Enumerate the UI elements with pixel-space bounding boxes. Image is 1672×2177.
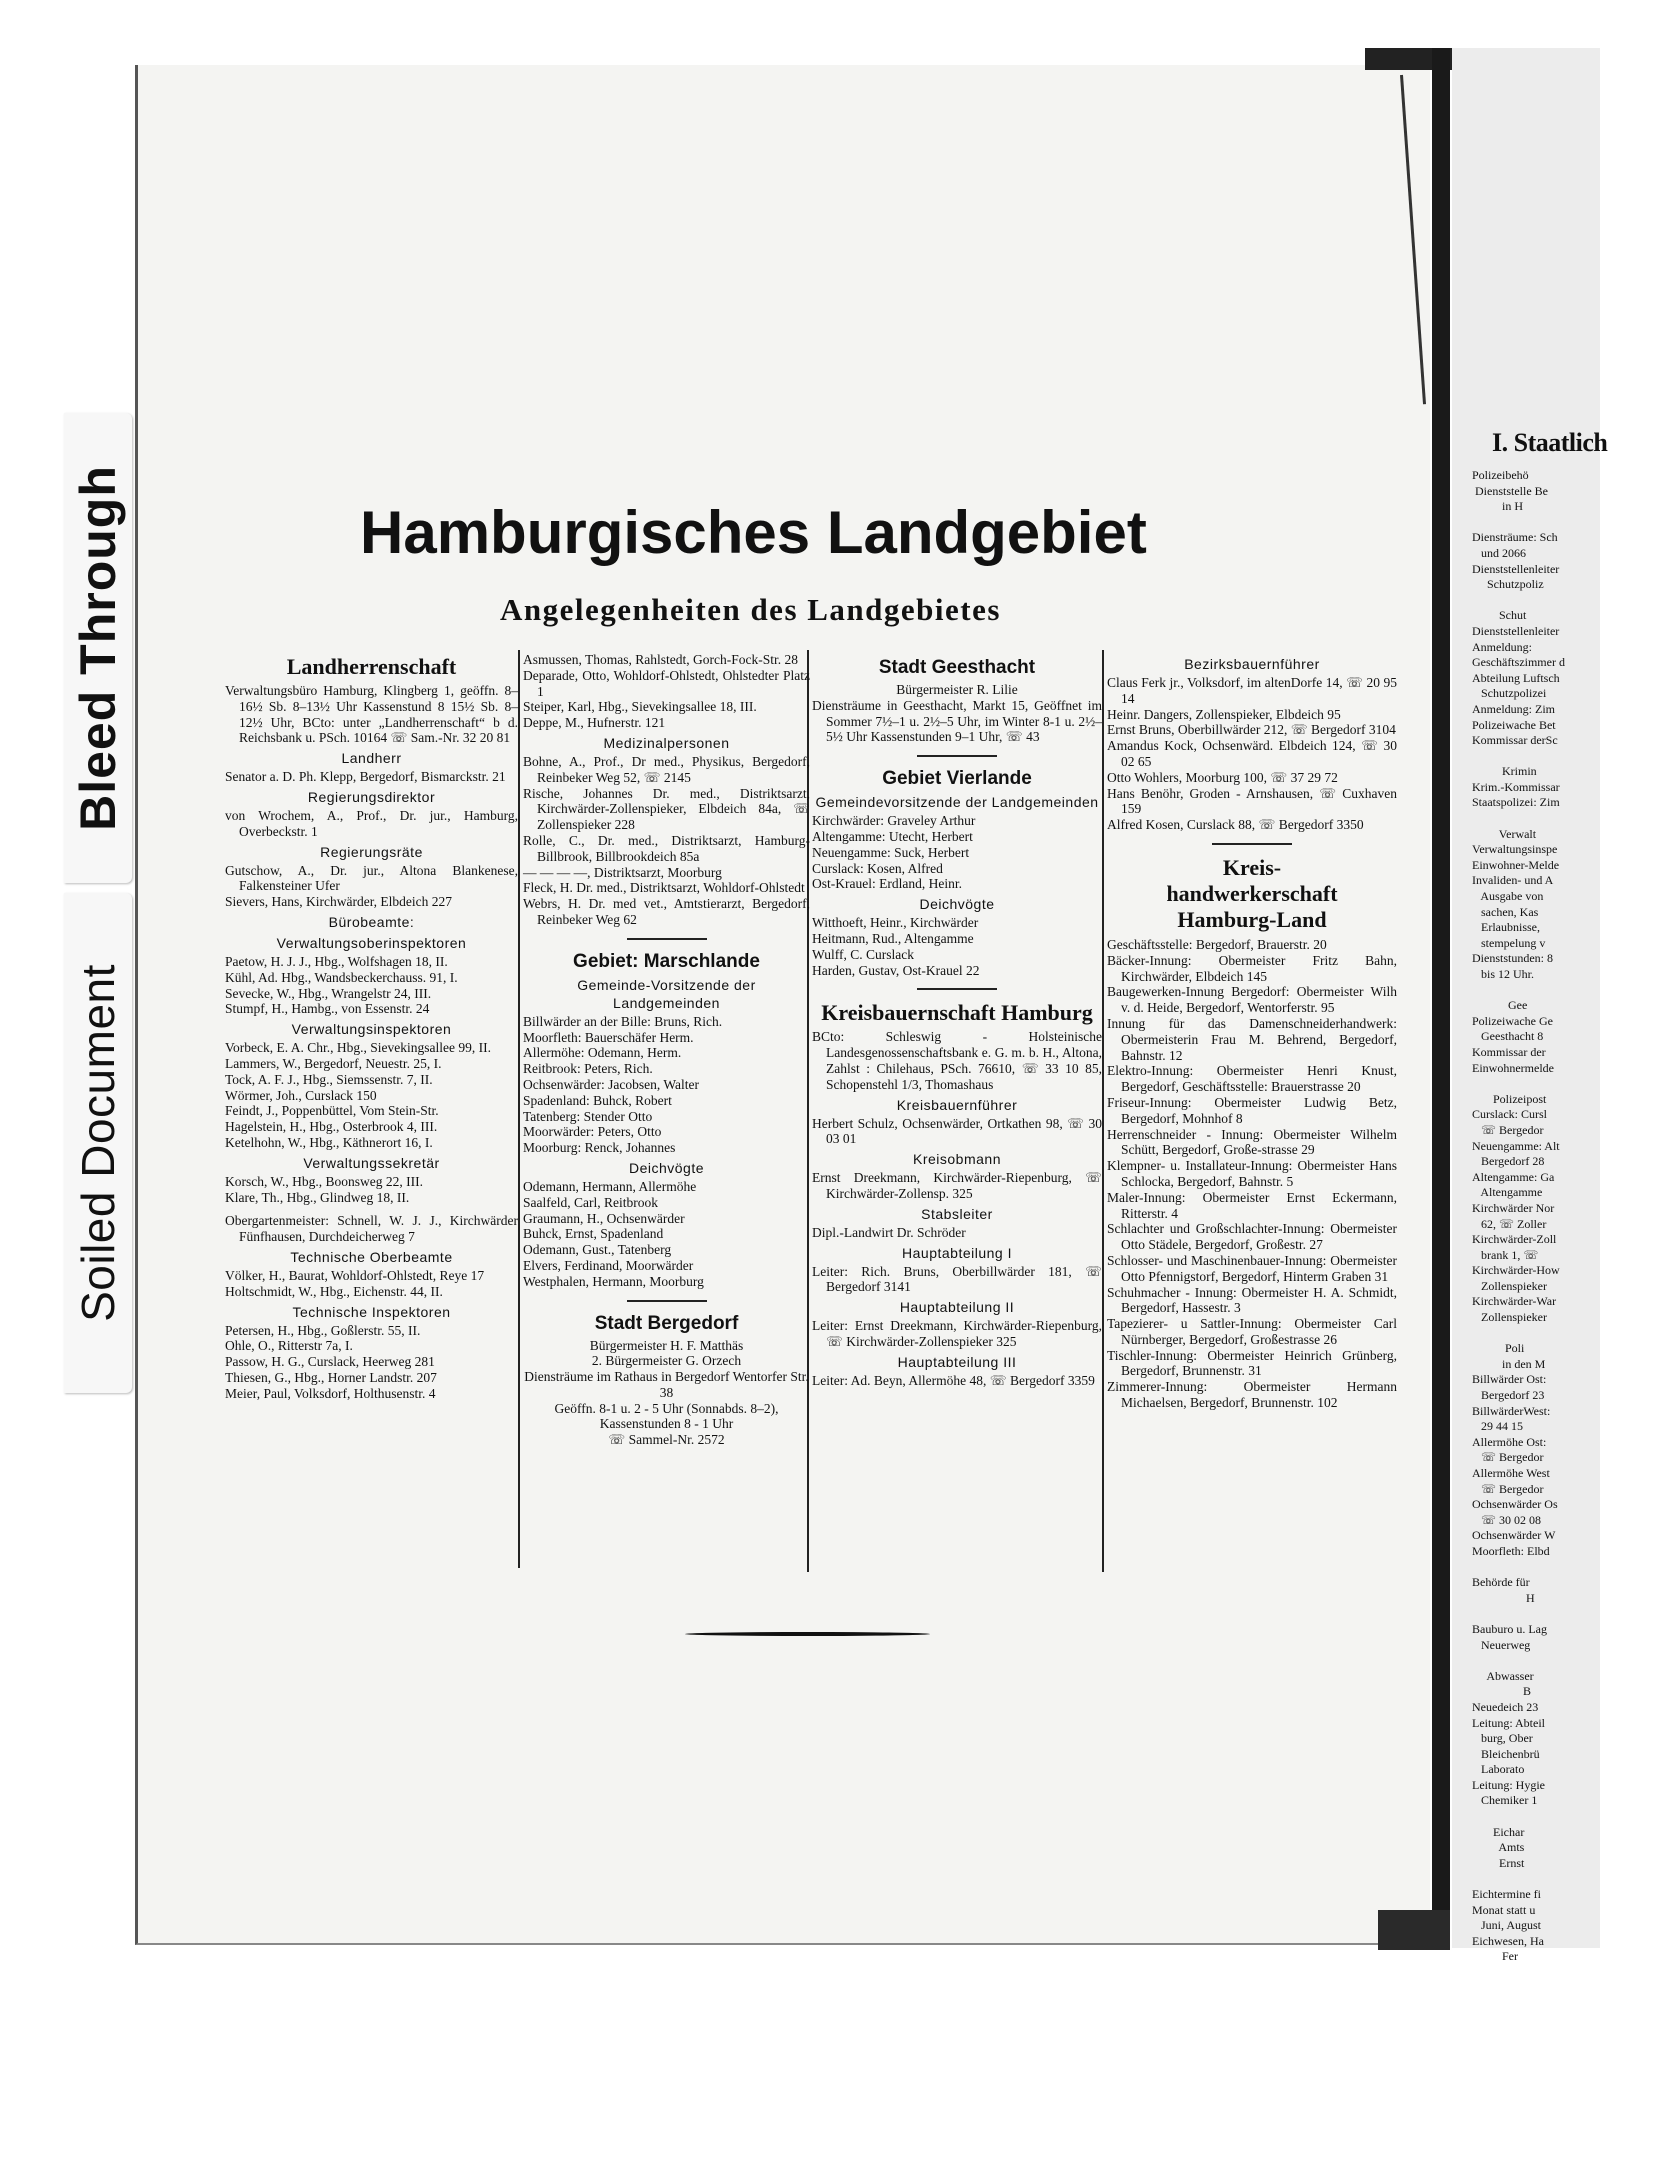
entry: Heinr. Dangers, Zollenspieker, Elbdeich 95 [1107, 706, 1341, 722]
entry: Harden, Gustav, Ost-Krauel 22 [812, 962, 980, 978]
section-heading: handwerkerschaft [1166, 880, 1338, 906]
entry: Dipl.-Landwirt Dr. Schröder [812, 1224, 966, 1240]
entry: Spadenland: Buhck, Robert [523, 1092, 672, 1108]
entry: 2. Bürgermeister G. Orzech [591, 1353, 742, 1369]
section-heading: Kreisobmann [913, 1151, 1001, 1168]
section-heading: Verwaltungssekretär [303, 1154, 440, 1171]
section-heading: Deichvögte [919, 896, 995, 913]
bleed-through-tag [64, 413, 132, 883]
section-heading: Technische Oberbeamte [290, 1248, 453, 1265]
entry: Tatenberg: Stender Otto [523, 1108, 653, 1124]
entry: Zimmerer-Innung: Obermeister Hermann Michaelsen, Bergedorf, Brunnenstr. 102 [1107, 1379, 1397, 1411]
entry: Leiter: Ad. Beyn, Allermöhe 48, ☏ Bergedorf 3359 [812, 1372, 1095, 1388]
entry: Maler-Innung: Obermeister Ernst Eckermann, Ritterstr. 4 [1107, 1189, 1397, 1221]
entry: Innung für das Damenschneiderhandwerk: Obermeisterin Frau M. Behrend, Bergedorf, Bahnstr. 12 [1107, 1015, 1397, 1063]
entry: von Wrochem, A., Prof., Dr. jur., Hamburg, Overbeckstr. 1 [225, 807, 518, 839]
entry: Holtschmidt, W., Hbg., Eichenstr. 44, II. [225, 1283, 443, 1299]
entry: Odemann, Hermann, Allermöhe [523, 1178, 697, 1194]
entry: Korsch, W., Hbg., Boonsweg 22, III. [225, 1173, 423, 1189]
column-4 [1107, 652, 1397, 1411]
section-heading: Medizinalpersonen [603, 734, 730, 751]
page-subtitle: Angelegenheiten des Landgebietes [500, 592, 1001, 627]
adjacent-page [1452, 48, 1608, 1964]
section-heading: Hamburg-Land [1177, 906, 1327, 932]
entry: Rische, Johannes Dr. med., Distriktsarzt, Kirchwärder-Zollenspieker, Elbdeich 84a, ☏ Zollenspieker 228 [523, 785, 810, 833]
section-heading: Hauptabteilung I [902, 1244, 1012, 1261]
entry: Deppe, M., Hufnerstr. 121 [523, 715, 666, 731]
section-heading: Bürobeamte: [328, 913, 415, 930]
entry: Odemann, Gust., Tatenberg [523, 1242, 672, 1258]
section-heading: Verwaltungsinspektoren [291, 1021, 452, 1038]
soiled-document-label: Soiled Document [72, 964, 124, 1322]
entry: Vorbeck, E. A. Chr., Hbg., Sievekingsallee 99, II. [225, 1040, 491, 1056]
entry: Witthoeft, Heinr., Kirchwärder [812, 915, 979, 931]
section-heading: Stabsleiter [921, 1205, 993, 1222]
entry: Hans Benöhr, Groden - Arnshausen, ☏ Cuxhaven 159 [1107, 785, 1397, 817]
section-heading: Gemeindevorsitzende der Landgemeinden [815, 794, 1099, 811]
book-gutter [1432, 48, 1450, 1948]
entry: Hagelstein, H., Hbg., Osterbrook 4, III. [225, 1119, 438, 1135]
entry: Ost-Krauel: Erdland, Heinr. [812, 876, 962, 892]
entry: Billwärder an der Bille: Bruns, Rich. [523, 1013, 723, 1029]
entry: Sevecke, W., Hbg., Wrangelstr 24, III. [225, 985, 432, 1001]
entry: Amandus Kock, Ochsenwärd. Elbdeich 124, ☏ 30 02 65 [1107, 738, 1397, 769]
entry: Steiper, Karl, Hbg., Sievekingsallee 18, III. [523, 699, 757, 715]
entry: Schlosser- und Maschinenbauer-Innung: Obermeister Otto Pfennigstorf, Bergedorf, Hinterm Graben 31 [1107, 1252, 1397, 1284]
entry: Asmussen, Thomas, Rahlstedt, Gorch-Fock-Str. 28 [523, 652, 798, 667]
entry: BCto: Schleswig - Holsteinische Landesgenossenschaftsbank e. G. m. b. H., Altona, Zahlst : Chilehaus, PSch. 76610, ☏ 33 10 85, Schopenstehl 1/3, Thomashaus [812, 1029, 1102, 1092]
entry: Ohle, O., Ritterstr 7a, I. [225, 1338, 353, 1354]
entry: Curslack: Kosen, Alfred [812, 860, 943, 876]
entry: Klare, Th., Hbg., Glindweg 18, II. [225, 1189, 410, 1205]
entry: Ernst Bruns, Oberbillwärder 212, ☏ Bergedorf 3104 [1107, 722, 1396, 738]
entry: Gutschow, A., Dr. jur., Altona Blankenese, Falkensteiner Ufer [225, 862, 518, 894]
section-rule [917, 988, 997, 990]
entry: Moorwärder: Peters, Otto [523, 1124, 662, 1140]
entry: Bürgermeister H. F. Matthäs [589, 1337, 744, 1353]
entry: Ernst Dreekmann, Kirchwärder-Riepenburg, ☏ Kirchwärder-Zollensp. 325 [812, 1170, 1102, 1201]
entry: Schlachter und Großschlachter-Innung: Obermeister Otto Städele, Bergedorf, Großestr. 27 [1107, 1221, 1397, 1253]
entry: Meier, Paul, Volksdorf, Holthusenstr. 4 [225, 1385, 436, 1401]
entry: Bäcker-Innung: Obermeister Fritz Bahn, Kirchwärder, Elbdeich 145 [1107, 952, 1397, 984]
entry: Baugewerken-Innung Bergedorf: Obermeister Wilh v. d. Heide, Bergedorf, Wentorferstr. 95 [1107, 984, 1397, 1016]
page-title: Hamburgisches Landgebiet [360, 499, 1147, 566]
section-heading: Gemeinde-Vorsitzende der Landgemeinden [577, 976, 756, 1011]
entry: Friseur-Innung: Obermeister Ludwig Betz, Bergedorf, Mohnhof 8 [1107, 1094, 1397, 1126]
entry: Tischler-Innung: Obermeister Heinrich Grünberg, Bergedorf, Brunnenstr. 31 [1107, 1347, 1397, 1379]
entry: Elektro-Innung: Obermeister Henri Knust, Bergedorf, Geschäftsstelle: Brauerstrasse 20 [1107, 1063, 1397, 1095]
entry: Neuengamme: Suck, Herbert [812, 844, 970, 860]
entry: Reitbrook: Peters, Rich. [523, 1061, 653, 1077]
entry: Moorburg: Renck, Johannes [523, 1140, 676, 1156]
entry: Wörmer, Joh., Curslack 150 [225, 1087, 377, 1103]
entry: Passow, H. G., Curslack, Heerweg 281 [225, 1354, 435, 1370]
section-heading: Deichvögte [628, 1159, 705, 1176]
entry: Lammers, W., Bergedorf, Neuestr. 25, I. [225, 1055, 442, 1071]
entry: Schuhmacher - Innung: Obermeister H. A. Schmidt, Bergedorf, Hassestr. 3 [1107, 1284, 1397, 1316]
entry: Allermöhe: Odemann, Herm. [523, 1045, 682, 1061]
entry: Moorfleth: Bauerschäfer Herm. [523, 1029, 694, 1045]
entry: Kirchwärder: Graveley Arthur [812, 813, 976, 829]
section-heading: Kreisbauernführer [896, 1096, 1018, 1113]
section-heading: Stadt Geesthacht [878, 657, 1036, 678]
entry: Rolle, C., Dr. med., Distriktsarzt, Hamburg-Billbrook, Billbrookdeich 85a [523, 832, 810, 864]
entry: Heitmann, Rud., Altengamme [812, 930, 974, 946]
soiled-document-tag [64, 893, 132, 1393]
entry: Thiesen, G., Hbg., Horner Landstr. 207 [225, 1369, 437, 1385]
entry: Geöffn. 8-1 u. 2 - 5 Uhr (Sonnabds. 8–2), Kassenstunden 8 - 1 Uhr [554, 1400, 779, 1432]
entry: Buhck, Ernst, Spadenland [523, 1226, 664, 1242]
entry: Tock, A. F. J., Hbg., Siemssenstr. 7, II. [225, 1071, 433, 1087]
entry: Kühl, Ad. Hbg., Wandsbeckerchauss. 91, I. [225, 969, 458, 985]
section-rule [1212, 843, 1292, 845]
section-heading: Gebiet Vierlande [882, 768, 1032, 790]
entry: Bürgermeister R. Lilie [896, 682, 1018, 697]
section-heading: Regierungsdirektor [307, 788, 436, 805]
entry: Altengamme: Utecht, Herbert [812, 828, 973, 844]
column-divider [518, 650, 520, 1568]
entry: Diensträume in Geesthacht, Markt 15, Geöffnet im Sommer 7½–1 u. 2½–5 Uhr, im Winter 8-1 u. 2½–5½ Uhr Kassenstunden 9–1 Uhr, ☏ 43 [812, 697, 1102, 745]
section-heading: Kreis- [1222, 854, 1282, 880]
section-rule [627, 1300, 707, 1302]
entry: Webrs, H. Dr. med vet., Amtstierarzt, Bergedorf, Reinbeker Weg 62 [523, 896, 810, 927]
entry: Ochsenwärder: Jacobsen, Walter [523, 1076, 699, 1092]
entry: Obergartenmeister: Schnell, W. J. J., Kirchwärder Fünfhausen, Durchdeicherweg 7 [225, 1213, 518, 1245]
entry: Elvers, Ferdinand, Moorwärder [523, 1257, 694, 1273]
entry: Völker, H., Baurat, Wohldorf-Ohlstedt, Reye 17 [225, 1267, 485, 1283]
entry: ☏ Sammel-Nr. 2572 [608, 1432, 725, 1448]
entry: — — — —, Distriktsarzt, Moorburg [523, 864, 722, 880]
entry: Ketelhohn, W., Hbg., Käthnerort 16, I. [225, 1134, 433, 1150]
closing-ornament-rule [685, 1632, 930, 1636]
section-heading: Stadt Bergedorf [594, 1312, 739, 1334]
section-heading: Hauptabteilung III [897, 1353, 1017, 1370]
entry: Herbert Schulz, Ochsenwärder, Ortkathen 98, ☏ 30 03 01 [812, 1115, 1102, 1147]
column-1 [225, 652, 518, 1402]
entry: Verwaltungsbüro Hamburg, Klingberg 1, geöffn. 8–16½ Sb. 8–13½ Uhr Kassenstund 8 15½ Sb. 8–12½ Uhr, BCto: unter „Landherrenschaft“ b d. Reichsbank u. PSch. 10164 ☏ Sam.-Nr. 32 20 81 [225, 683, 518, 746]
section-rule [917, 755, 997, 757]
section-rule [627, 938, 707, 940]
entry: Fleck, H. Dr. med., Distriktsarzt, Wohldorf-Ohlstedt [523, 880, 805, 896]
section-heading: Landherr [341, 750, 402, 767]
column-2 [523, 652, 810, 1448]
section-heading: Regierungsräte [320, 843, 423, 860]
entry: Petersen, H., Hbg., Goßlerstr. 55, II. [225, 1322, 421, 1338]
entry: Alfred Kosen, Curslack 88, ☏ Bergedorf 3350 [1107, 817, 1364, 833]
entry: Leiter: Rich. Bruns, Oberbillwärder 181, ☏ Bergedorf 3141 [812, 1263, 1102, 1295]
entry: Wulff, C. Curslack [812, 946, 914, 962]
section-heading: Landherrenschaft [286, 654, 457, 679]
entry: Sievers, Hans, Kirchwärder, Elbdeich 227 [225, 894, 453, 910]
entry: Stumpf, H., Hambg., von Essenstr. 24 [225, 1001, 430, 1017]
section-heading: Hauptabteilung II [899, 1299, 1015, 1316]
entry: Klempner- u. Installateur-Innung: Obermeister Hans Schlocka, Bergedorf, Bahnstr. 5 [1107, 1158, 1397, 1189]
adjacent-page-text: Polizeibehö Dienststelle Be in H Diensträume: Sch und 2066 Dienststellenleiter Schutzpoliz Schut Dienststellenleiter Anmeldung: Geschäftszimmer d Abteilung Luftsch Schutzpolizei Anmeldung: Zim Polizeiwache Bet Kommissar derSc Krimin Krim.-Kommissar Staatspolizei: Zim Verwalt Verwaltungsinspe Einwohner-Melde Invaliden- und A Ausgabe von sachen, Kas Erlaubnisse, stempelung v Dienststunden: 8 bis 12 Uhr. Gee Polizeiwache Ge Geesthacht 8 Kommissar der Einwohnermelde Polizeipost Curslack: Cursl ☏ Bergedor Neuengamme: Alt Bergedorf 28 Altengamme: Ga Altengamme Kirchwärder Nor 62, ☏ Zoller Kirchwärder-Zoll brank 1, ☏ Kirchwärder-How Zollenspieker Kirchwärder-War Zollenspieker Poli in den M Billwärder Ost: Bergedorf 23 BillwärderWest: 29 44 15 Allermöhe Ost: ☏ Bergedor Allermöhe West ☏ Bergedor Ochsenwärder Os ☏ 30 02 08 Ochsenwärder W Moorfleth: Elbd Behörde für H Bauburo u. Lag Neuerweg Abwasser B Neuedeich 23 Leitung: Abteil burg, Ober Bleichenbrü Laborato Leitung: Hygie Chemiker 1 Eichar Amts Ernst Eichtermine fi Monat statt u Juni, August Eichwesen, Ha Fer [1472, 468, 1565, 1964]
entry: Bohne, A., Prof., Dr med., Physikus, Bergedorf, Reinbeker Weg 52, ☏ 2145 [523, 753, 810, 785]
section-heading: Kreisbauernschaft Hamburg [821, 1000, 1093, 1026]
entry: Herrenschneider - Innung: Obermeister Wilhelm Schütt, Bergedorf, Große-strasse 29 [1107, 1126, 1397, 1158]
entry: Paetow, H. J. J., Hbg., Wolfshagen 18, II. [225, 953, 448, 969]
column-divider [1102, 650, 1104, 1572]
section-heading: Technische Inspektoren [292, 1303, 451, 1320]
bleed-through-label: Bleed Through [70, 465, 126, 831]
entry: Leiter: Ernst Dreekmann, Kirchwärder-Riepenburg, ☏ Kirchwärder-Zollenspieker 325 [812, 1318, 1102, 1349]
entry: Saalfeld, Carl, Reitbrook [523, 1194, 658, 1210]
entry: Otto Wohlers, Moorburg 100, ☏ 37 29 72 [1107, 769, 1338, 785]
binding-clip-bottom [1378, 1910, 1450, 1950]
entry: Diensträume im Rathaus in Bergedorf Wentorfer Str. 38 [524, 1369, 809, 1400]
entry: Tapezierer- u Sattler-Innung: Obermeister Carl Nürnberger, Bergedorf, Großestrasse 26 [1107, 1316, 1397, 1347]
section-heading: Bezirksbauernführer [1184, 656, 1320, 672]
section-heading: Verwaltungsoberinspektoren [276, 934, 467, 951]
entry: Deparade, Otto, Wohldorf-Ohlstedt, Ohlstedter Platz 1 [523, 667, 810, 699]
entry: Geschäftsstelle: Bergedorf, Brauerstr. 20 [1107, 936, 1327, 952]
entry: Feindt, J., Poppenbüttel, Vom Stein-Str. [225, 1103, 439, 1119]
section-heading: Gebiet: Marschlande [573, 950, 760, 972]
entry: Graumann, H., Ochsenwärder [523, 1210, 685, 1226]
entry: Westphalen, Hermann, Moorburg [523, 1273, 704, 1289]
adjacent-page-heading: I. Staatlich [1492, 428, 1608, 457]
column-3 [812, 652, 1102, 1389]
entry: Claus Ferk jr., Volksdorf, im altenDorfe 14, ☏ 20 95 14 [1107, 675, 1397, 706]
entry: Senator a. D. Ph. Klepp, Bergedorf, Bismarckstr. 21 [225, 769, 506, 785]
